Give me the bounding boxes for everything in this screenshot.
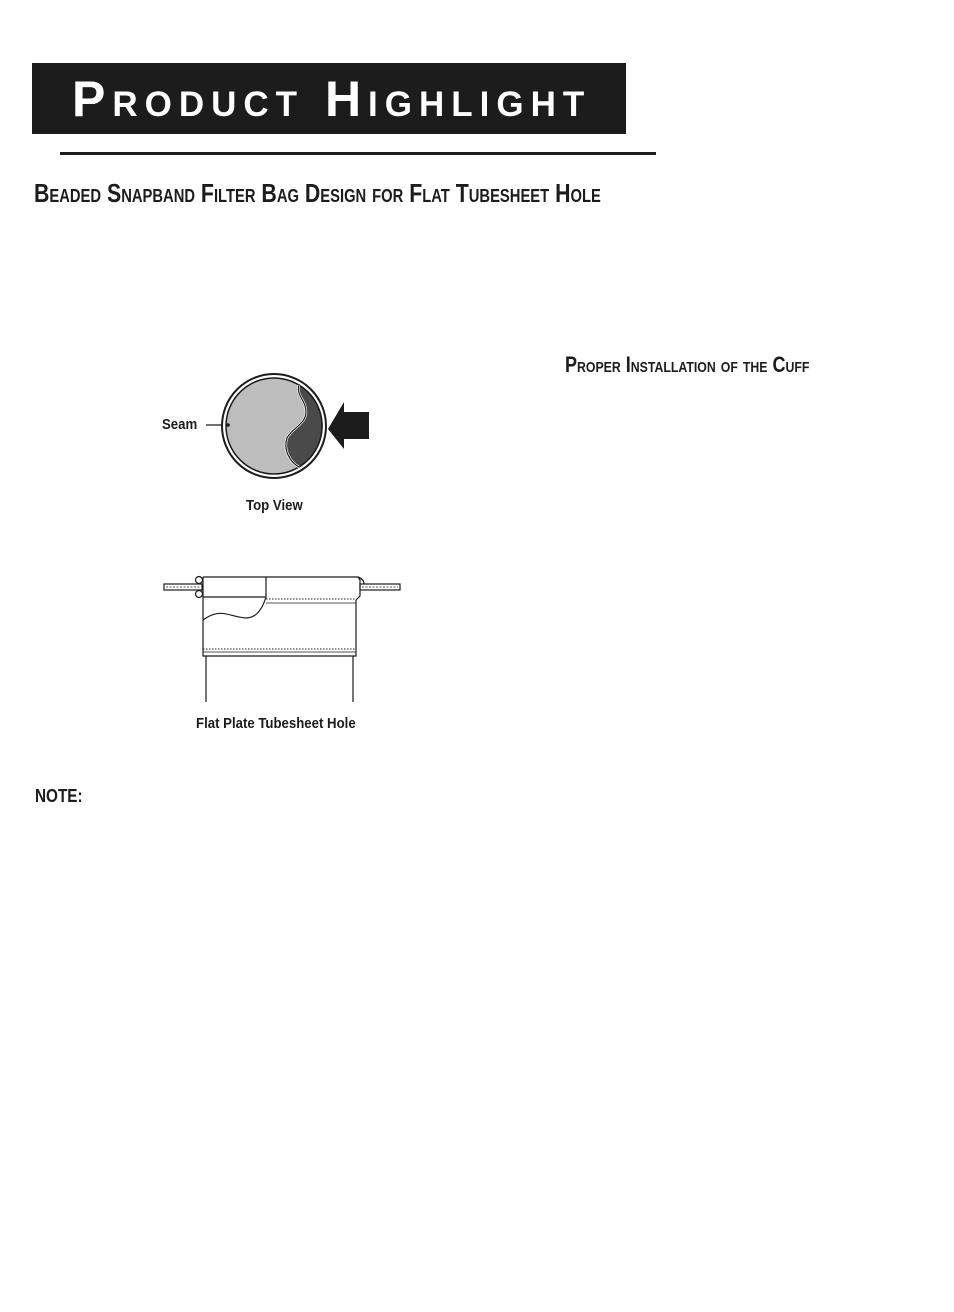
top-view-caption: Top View [246, 497, 303, 514]
snapband-bead-upper [196, 577, 203, 584]
document-title: Beaded Snapband Filter Bag Design for Flat Tubesheet Hole [34, 178, 601, 208]
note-label: NOTE: [35, 786, 83, 806]
cuff-body-outline [203, 577, 356, 656]
banner-title: Product Highlight [72, 70, 592, 127]
inner-fold-panel [203, 577, 266, 597]
seam-label: Seam [162, 416, 198, 433]
side-view-caption: Flat Plate Tubesheet Hole [196, 715, 356, 732]
snapband-bead-lower [196, 591, 203, 598]
section-heading-installation: Proper Installation of the Cuff [565, 352, 810, 377]
